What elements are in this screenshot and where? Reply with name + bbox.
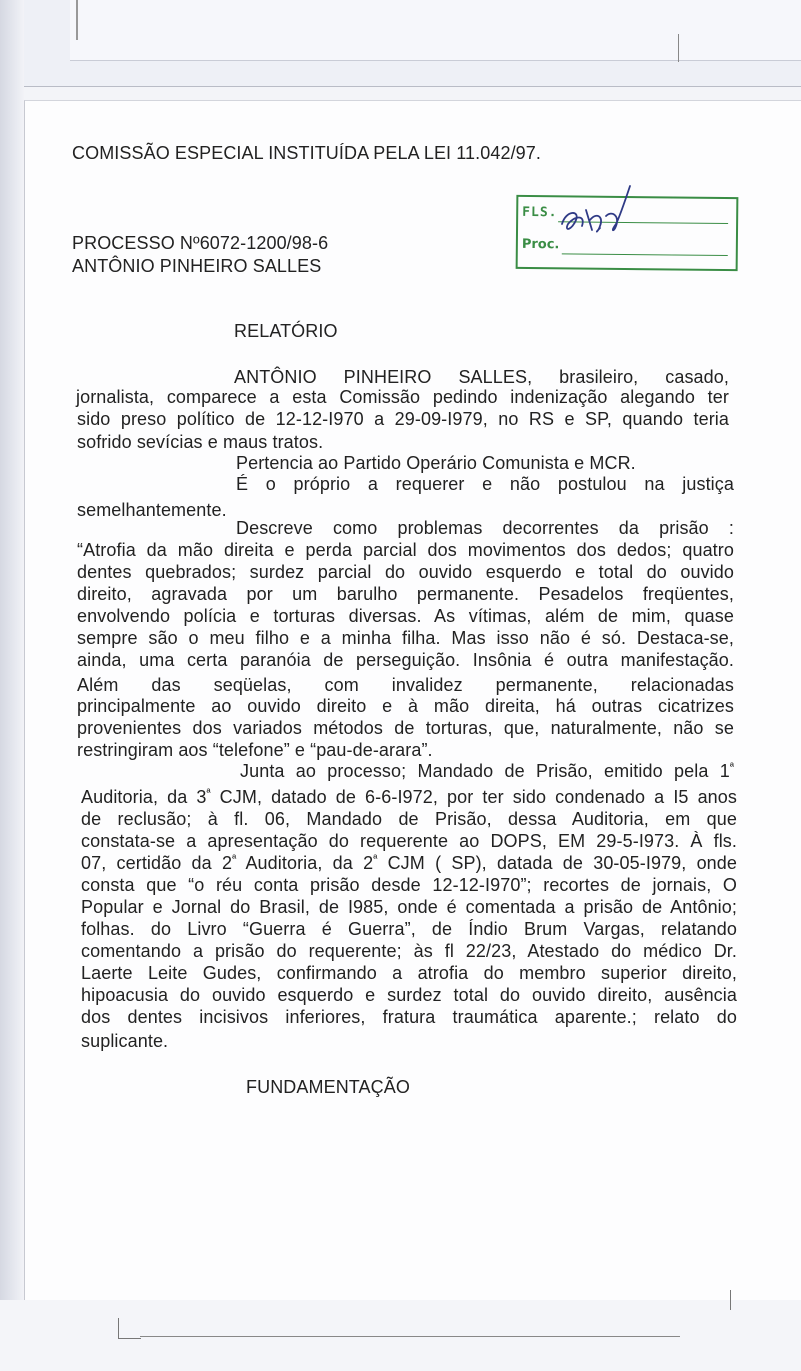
body-line: 07, certidão da $2^ª$ Auditoria, da $2^ª$ CJM ( SP), datada de 30-05-I979, onde (81, 853, 738, 873)
body-line: Descreve como problemas decorrentes da prisão : (236, 518, 734, 538)
body-line: dentes quebrados; surdez parcial do ouvido esquerdo e total do ouvido (77, 562, 734, 582)
binder-edge (62, 0, 78, 40)
commission-heading: COMISSÃO ESPECIAL INSTITUÍDA PELA LEI 11.042/97. (72, 143, 541, 163)
scan-mark-right (730, 1290, 731, 1310)
ordinal-indicator: ª (232, 853, 237, 865)
body-line: Laerte Leite Gudes, confirmando a atrofia do membro superior direito, (81, 963, 737, 983)
body-line: É o próprio a requerer e não postulou na justiça (236, 474, 734, 494)
stamp-fls-label: FLS. (522, 204, 558, 221)
body-line: hipoacusia do ouvido esquerdo e surdez total do ouvido direito, ausência (81, 985, 737, 1005)
scan-mark (678, 34, 679, 62)
body-line: consta que “o réu conta prisão desde 12-12-I970”; recortes de jornais, O (81, 875, 737, 895)
body-line: direito, agravada por um barulho permanente. Pesadelos freqüentes, (77, 584, 734, 604)
body-line: Pertencia ao Partido Operário Comunista e MCR. (236, 453, 636, 473)
body-line: “Atrofia da mão direita e perda parcial dos movimentos dos dedos; quatro (77, 540, 734, 560)
body-line: sempre são o meu filho e a minha filha. Mas isso não é só. Destaca-se, (77, 628, 734, 648)
body-line: semelhantemente. (77, 500, 227, 520)
scan-mark-bottom (118, 1318, 141, 1339)
stamp-rule (562, 253, 728, 256)
ordinal-indicator: ª (206, 787, 211, 799)
body-line: provenientes dos variados métodos de torturas, que, naturalmente, não se (77, 718, 734, 738)
body-line: principalmente ao ouvido direito e à mão direita, há outras cicatrizes (77, 696, 734, 716)
left-scan-margin (0, 0, 24, 1371)
body-line: jornalista, comparece a esta Comissão pedindo indenização alegando ter (76, 387, 729, 407)
body-line: comentando a prisão do requerente; às fl 22/23, Atestado do médico Dr. (81, 941, 737, 961)
body-line: suplicante. (81, 1031, 169, 1051)
page-bottom-edge (140, 1336, 680, 1337)
applicant-name: ANTÔNIO PINHEIRO SALLES (72, 256, 322, 276)
body-line: constata-se a apresentação do requerente ao DOPS, EM 29-5-I973. À fls. (81, 831, 737, 851)
underlying-page-edge (70, 0, 801, 61)
body-line: de reclusão; à fl. 06, Mandado de Prisão, dessa Auditoria, em que (81, 809, 737, 829)
stamp-proc-label: Proc. (521, 236, 560, 253)
line-text: Junta ao processo; Mandado de Prisão, emitido pela $1^ª$ (240, 761, 734, 781)
body-line: envolvendo polícia e torturas diversas. As vítimas, além de mim, quase (77, 606, 734, 626)
ordinal-indicator: ª (373, 853, 378, 865)
body-line (240, 760, 734, 782)
handwritten-page-number (520, 180, 640, 253)
process-number: PROCESSO Nº6072-1200/98-6 (72, 233, 329, 253)
body-line: Auditoria, da $3^ª$ CJM, datado de 6-6-I972, por ter sido condenado a I5 anos (81, 787, 738, 807)
body-line: sido preso político de 12-12-I970 a 29-09-I979, no RS e SP, quando teria (77, 409, 729, 429)
ordinal-indicator: ª (729, 761, 734, 773)
section-title-fundamentacao: FUNDAMENTAÇÃO (246, 1077, 410, 1097)
body-line: sofrido sevícias e maus tratos. (77, 432, 324, 452)
body-line: ANTÔNIO PINHEIRO SALLES, brasileiro, casado, (234, 367, 729, 387)
body-line: Popular e Jornal do Brasil, de I985, onde é comentada a prisão de Antônio; (81, 897, 737, 917)
body-line: restringiram aos “telefone” e “pau-de-arara”. (77, 740, 433, 760)
section-title-relatorio: RELATÓRIO (234, 321, 338, 341)
body-line: ainda, uma certa paranóia de perseguição. Insônia é outra manifestação. (77, 650, 734, 670)
body-line: dos dentes incisivos inferiores, fratura traumática aparente.; relato do (81, 1007, 737, 1027)
body-line: folhas. do Livro “Guerra é Guerra”, de Índio Brum Vargas, relatando (81, 919, 737, 939)
body-line: Além das seqüelas, com invalidez permanente, relacionadas (77, 675, 734, 695)
